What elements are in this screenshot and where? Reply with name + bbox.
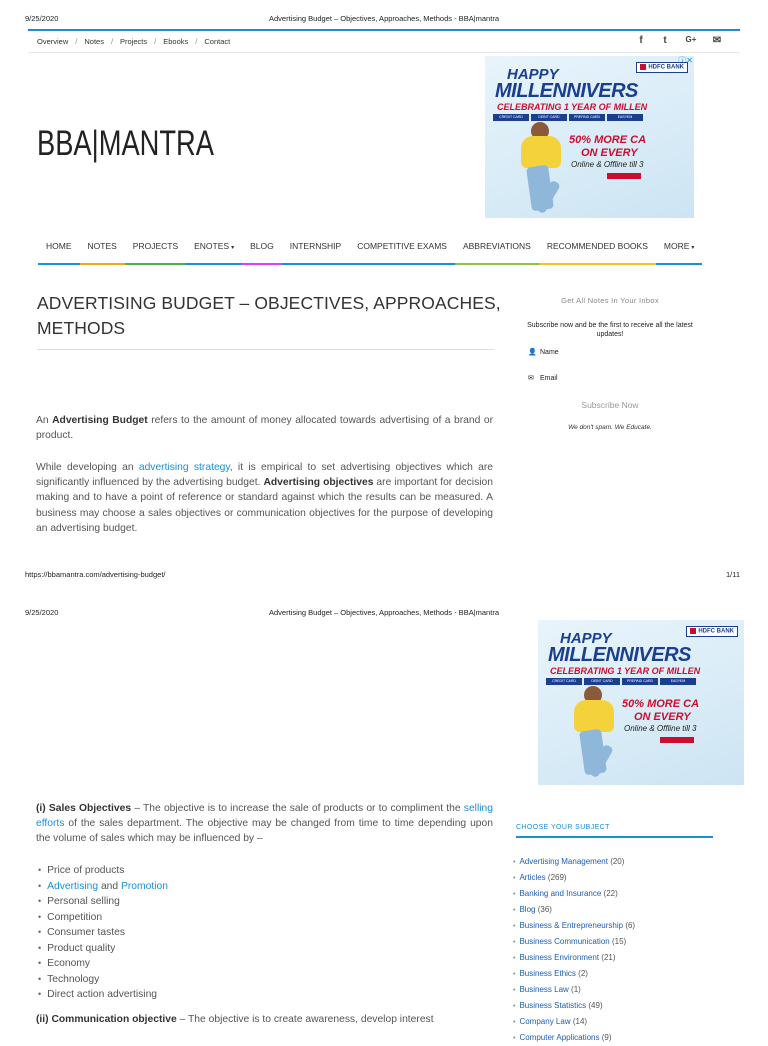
subject-item [513, 918, 635, 934]
list-item: • Technology [38, 972, 168, 988]
topnav-projects[interactable]: Projects [120, 37, 148, 46]
nav-item-notes[interactable] [80, 235, 125, 265]
caret-down-icon: ▾ [231, 245, 235, 251]
subscribe-heading: Get All Notes In Your Inbox [561, 296, 659, 305]
subject-item [513, 982, 635, 998]
list-item: • Direct action advertising [38, 987, 168, 1003]
ad-cards [493, 114, 643, 121]
ad-offer-2: ON EVERY [581, 147, 638, 159]
nav-item-label: INTERNSHIP [289, 241, 342, 251]
list-item: • Competition [38, 910, 168, 926]
subject-link[interactable]: Blog [519, 905, 536, 914]
ad-happy: HAPPY [560, 630, 612, 647]
subject-item [513, 870, 635, 886]
user-icon: 👤 [528, 349, 537, 356]
nav-item-underline [539, 263, 656, 265]
nav-item-projects[interactable] [125, 235, 186, 265]
subject-item [513, 1014, 635, 1030]
email-placeholder: Email [540, 375, 558, 382]
nav-item-label: ENOTES [194, 241, 230, 251]
ad-headline: MILLENNIVERS [495, 80, 638, 102]
nav-item-underline [349, 263, 455, 265]
main-nav [38, 235, 708, 265]
nav-item-internship[interactable] [282, 235, 349, 265]
subject-item [513, 950, 635, 966]
subject-link[interactable]: Business & Entrepreneurship [519, 921, 624, 930]
ad-card-label: EASYEM [607, 114, 643, 121]
nav-item-label: NOTES [87, 241, 117, 251]
ad-cta-button[interactable] [660, 737, 694, 743]
subject-count: (15) [611, 937, 627, 946]
ad-subheadline: CELEBRATING 1 YEAR OF MILLEN [550, 666, 701, 676]
subject-count: (1) [571, 985, 581, 994]
nav-item-home[interactable] [38, 235, 80, 265]
ad-offer: 50% MORE CA [622, 698, 700, 710]
subject-count: (20) [610, 857, 625, 866]
nav-item-label: BLOG [250, 241, 274, 251]
ad-card-label: PREPAID CARD [569, 114, 605, 121]
nav-item-underline [186, 263, 242, 265]
nav-item-label: MORE [663, 241, 690, 251]
subject-link[interactable]: Articles [519, 873, 546, 882]
advertising-strategy-link[interactable]: advertising strategy [138, 462, 230, 473]
article-paragraph-1: An Advertising Budget refers to the amount of money allocated towards advertising of a brand or product. [36, 415, 494, 442]
subject-item [513, 886, 635, 902]
subject-item [513, 966, 635, 982]
ad-close-icon[interactable]: ⓘ✕ [678, 56, 693, 65]
caret-down-icon: ▾ [691, 245, 695, 251]
list-item: • Economy [38, 956, 168, 972]
selling-efforts-link[interactable]: selling efforts [36, 803, 493, 830]
subject-link[interactable]: Business Communication [519, 937, 610, 946]
ad-cards [546, 678, 696, 685]
ad-card-label: EASYEM [660, 678, 696, 685]
subject-count: (9) [601, 1033, 612, 1042]
subject-count: (36) [537, 905, 552, 914]
subjects-heading: CHOOSE YOUR SUBJECT [516, 824, 713, 838]
promotion-link[interactable]: Promotion [121, 880, 168, 892]
subjects-list [513, 854, 635, 1046]
ad-happy: HAPPY [507, 66, 559, 83]
print-doc-title: Advertising Budget – Objectives, Approaches, Methods - BBA|mantra [269, 14, 499, 23]
email-icon[interactable]: ✉ [712, 35, 722, 46]
subject-count: (14) [572, 1017, 588, 1026]
sales-factors-list [38, 863, 168, 1003]
topnav-notes[interactable]: Notes [84, 37, 104, 46]
topnav-ebooks[interactable]: Ebooks [163, 37, 189, 46]
title-divider [37, 349, 494, 350]
ad-offer-3: Online & Offline till 3 [624, 724, 697, 733]
subject-count: (2) [578, 969, 588, 978]
list-item: • Personal selling [38, 894, 168, 910]
subject-count: (269) [547, 873, 567, 882]
ad-banner[interactable] [485, 56, 694, 218]
name-placeholder: Name [540, 349, 559, 356]
subject-link[interactable]: Business Law [519, 985, 569, 994]
nav-item-blog[interactable] [242, 235, 282, 265]
nav-item-underline [656, 263, 703, 265]
nav-item-underline [125, 263, 186, 265]
nav-item-label: PROJECTS [132, 241, 179, 251]
subject-link[interactable]: Business Statistics [519, 1001, 587, 1010]
subscribe-disclaimer: We don't spam. We Educate. [568, 424, 652, 431]
ad-headline: MILLENNIVERS [548, 644, 691, 666]
ad-offer-2: ON EVERY [634, 711, 691, 723]
list-item: • Product quality [38, 941, 168, 957]
nav-item-underline [242, 263, 282, 265]
ad-offer: 50% MORE CA [569, 134, 647, 146]
list-item: • Price of products [38, 863, 168, 879]
print-date: 9/25/2020 [25, 608, 59, 617]
ad-brand [686, 626, 738, 637]
subject-link[interactable]: Advertising Management [519, 857, 608, 866]
subject-link[interactable]: Business Environment [519, 953, 600, 962]
subject-link[interactable]: Business Ethics [519, 969, 576, 978]
email-field[interactable] [528, 374, 558, 382]
ad-card-label: CREDIT CARD [546, 678, 582, 685]
subject-item [513, 998, 635, 1014]
list-item: • Consumer tastes [38, 925, 168, 941]
subject-count: (21) [601, 953, 616, 962]
nav-item-abbreviations[interactable] [455, 235, 539, 265]
name-field[interactable] [528, 348, 559, 356]
ad-brand-name: HDFC BANK [648, 64, 684, 71]
advertising-link[interactable]: Advertising [47, 880, 99, 892]
social-links [636, 35, 722, 46]
nav-item-underline [455, 263, 539, 265]
google-plus-icon[interactable]: G+ [685, 35, 697, 44]
subject-link[interactable]: Banking and Insurance [519, 889, 602, 898]
nav-item-enotes[interactable] [186, 235, 242, 265]
ad-cta-button[interactable] [607, 173, 641, 179]
subject-item [513, 934, 635, 950]
print-doc-title: Advertising Budget – Objectives, Approaches, Methods - BBA|mantra [269, 608, 499, 617]
nav-item-recommended-books[interactable] [539, 235, 656, 265]
article-title: ADVERTISING BUDGET – OBJECTIVES, APPROACHES, METHODS [37, 293, 501, 338]
subject-count: (22) [603, 889, 618, 898]
subject-item [513, 854, 635, 870]
article-paragraph-3: (i) Sales Objectives – The objective is to increase the sale of products or to compliment the selling efforts of the sales department. The objective may be changed from time to time depending upon the volume of sales which may be influenced by – [36, 803, 493, 845]
ad-card-label: PREPAID CARD [622, 678, 658, 685]
nav-item-label: COMPETITIVE EXAMS [357, 241, 447, 251]
envelope-icon: ✉ [528, 375, 534, 382]
top-bar [28, 29, 740, 53]
nav-item-label: ABBREVIATIONS [462, 241, 531, 251]
print-url: https://bbamantra.com/advertising-budget/ [25, 570, 166, 579]
subject-item [513, 902, 635, 918]
facebook-icon[interactable]: f [639, 35, 643, 46]
subscribe-button[interactable]: Subscribe Now [581, 400, 639, 410]
ad-brand-name: HDFC BANK [698, 628, 734, 635]
top-nav: Overview / Notes / Projects / Ebooks / Contact [37, 37, 231, 46]
ad-banner-2[interactable] [538, 620, 744, 785]
ad-card-label: DEBIT CARD [531, 114, 567, 121]
ad-card-label: CREDIT CARD [493, 114, 529, 121]
nav-item-more[interactable] [656, 235, 703, 265]
print-page: 1/11 [725, 570, 740, 579]
print-date: 9/25/2020 [25, 14, 59, 23]
nav-item-label: HOME [46, 241, 72, 251]
subject-link[interactable]: Company Law [519, 1017, 571, 1026]
topnav-contact[interactable]: Contact [204, 37, 231, 46]
subject-count: (49) [588, 1001, 603, 1010]
subject-link[interactable]: Computer Applications [519, 1033, 600, 1042]
nav-item-label: RECOMMENDED BOOKS [546, 241, 648, 251]
article-paragraph-4: (ii) Communication objective – The objective is to create awareness, develop interest [36, 1014, 434, 1025]
site-logo[interactable]: BBA|MANTRA [37, 124, 214, 163]
nav-item-underline [38, 263, 80, 265]
nav-item-underline [282, 263, 349, 265]
ad-subheadline: CELEBRATING 1 YEAR OF MILLEN [497, 102, 648, 112]
subject-item [513, 1030, 635, 1046]
ad-card-label: DEBIT CARD [584, 678, 620, 685]
subject-count: (6) [625, 921, 636, 930]
subscribe-text: Subscribe now and be the first to receive all the latest updates! [527, 322, 693, 338]
article-paragraph-2: While developing an advertising strategy, it is empirical to set advertising objectives which are significantly influenced by the advertising budget. Advertising objectives are important for decision making and to have a point of reference or standard against which the results can be measured. A business may choose a sales objectives or communication objectives for the purpose of developing an advertising budget. [36, 462, 493, 534]
ad-offer-3: Online & Offline till 3 [571, 160, 644, 169]
list-item: • Advertising and Promotion [38, 879, 168, 895]
topnav-overview[interactable]: Overview [37, 37, 69, 46]
nav-item-competitive-exams[interactable] [349, 235, 455, 265]
twitter-icon[interactable]: t [663, 35, 667, 46]
nav-item-underline [80, 263, 125, 265]
